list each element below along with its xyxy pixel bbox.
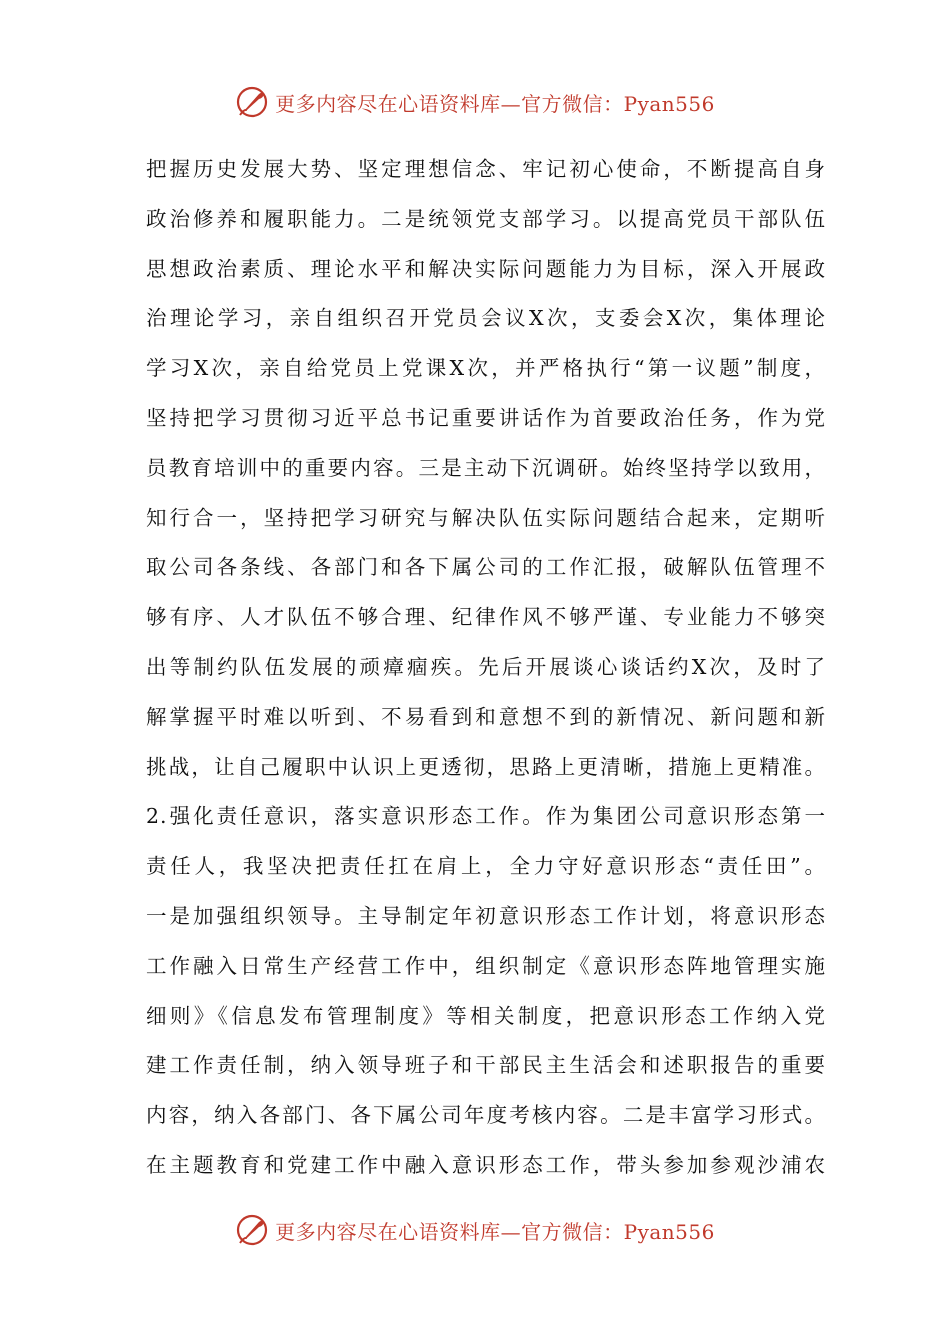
body-line: 员教育培训中的重要内容。三是主动下沉调研。始终坚持学以致用， <box>146 455 826 480</box>
body-line: 细则》《信息发布管理制度》等相关制度，把意识形态工作纳入党 <box>146 1003 826 1028</box>
footer-banner <box>0 1208 950 1252</box>
body-line: 内容，纳入各部门、各下属公司年度考核内容。二是丰富学习形式。 <box>146 1103 826 1128</box>
header-banner-text: 更多内容尽在心语资料库—官方微信：Pyan556 <box>275 91 715 116</box>
body-line: 取公司各条线、各部门和各下属公司的工作汇报，破解队伍管理不 <box>146 555 826 580</box>
body-line: 学习X次，亲自给党员上党课X次，并严格执行“第一议题”制度， <box>146 356 826 381</box>
body-line: 建工作责任制，纳入领导班子和干部民主生活会和述职报告的重要 <box>146 1053 826 1078</box>
body-line: 政治修养和履职能力。二是统领党支部学习。以提高党员干部队伍 <box>146 206 826 231</box>
body-line: 一是加强组织领导。主导制定年初意识形态工作计划，将意识形态 <box>146 903 826 928</box>
body-line: 够有序、人才队伍不够合理、纪律作风不够严谨、专业能力不够突 <box>146 605 826 630</box>
quill-logo-icon <box>235 85 269 119</box>
body-line: 挑战，让自己履职中认识上更透彻，思路上更清晰，措施上更精准。 <box>146 754 826 779</box>
body-line: 解掌握平时难以听到、不易看到和意想不到的新情况、新问题和新 <box>146 704 826 729</box>
body-line: 治理论学习，亲自组织召开党员会议X次，支委会X次，集体理论 <box>146 306 826 331</box>
body-line: 出等制约队伍发展的顽瘴痼疾。先后开展谈心谈话约X次，及时了 <box>146 654 826 679</box>
header-banner <box>0 80 950 124</box>
body-line: 把握历史发展大势、坚定理想信念、牢记初心使命，不断提高自身 <box>146 157 826 181</box>
body-line: 坚持把学习贯彻习近平总书记重要讲话作为首要政治任务，作为党 <box>146 405 826 430</box>
footer-banner-text: 更多内容尽在心语资料库—官方微信：Pyan556 <box>275 1219 715 1244</box>
body-line: 在主题教育和党建工作中融入意识形态工作，带头参加参观沙浦农 <box>146 1152 826 1177</box>
body-line: 责任人，我坚决把责任扛在肩上，全力守好意识形态“责任田”。 <box>146 854 826 879</box>
body-line: 思想政治素质、理论水平和解决实际问题能力为目标，深入开展政 <box>146 256 826 281</box>
body-line: 知行合一，坚持把学习研究与解决队伍实际问题结合起来，定期听 <box>146 505 826 530</box>
quill-logo-icon <box>235 1213 269 1247</box>
body-line: 工作融入日常生产经营工作中，组织制定《意识形态阵地管理实施 <box>146 953 826 978</box>
body-line: 2.强化责任意识，落实意识形态工作。作为集团公司意识形态第一 <box>146 804 826 829</box>
document-body <box>146 145 826 1191</box>
